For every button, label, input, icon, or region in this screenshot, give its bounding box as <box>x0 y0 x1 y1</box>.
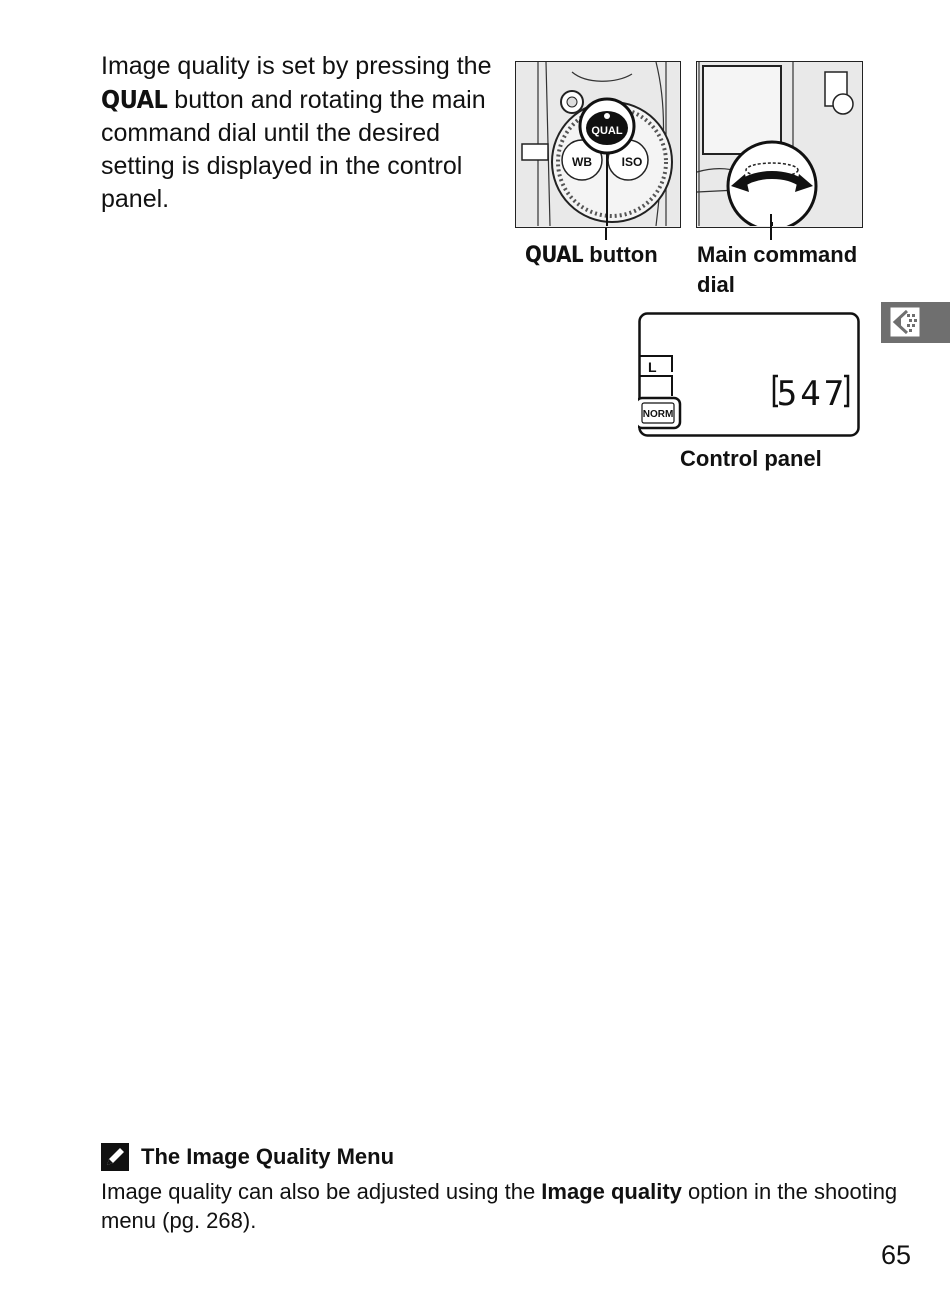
chapter-side-tab <box>881 302 950 343</box>
note-heading <box>101 1143 901 1171</box>
qual-caption-suffix: button <box>583 242 658 267</box>
norm-quality-badge: NORM <box>642 409 674 420</box>
qual-button-caption <box>525 240 658 271</box>
lcd-drawing <box>638 312 860 437</box>
note-body-text-1: Image quality can also be adjusted using the <box>101 1179 542 1204</box>
intro-text-1: Image quality is set by pressing the <box>101 52 492 80</box>
image-quality-menu-note <box>101 1143 901 1235</box>
note-body-bold: Image quality <box>541 1179 682 1204</box>
page-number: 65 <box>881 1240 912 1270</box>
intro-text-2: button and rotating the main command dial until the desired setting is displayed in the control panel. <box>101 86 486 213</box>
control-panel-caption: Control panel <box>680 446 822 471</box>
qual-icon-label: QUAL <box>591 125 623 137</box>
note-title: The Image Quality Menu <box>141 1144 395 1169</box>
remaining-exposures-count: 547 <box>776 374 848 414</box>
qual-caption-keyword: QUAL <box>525 243 584 268</box>
note-body <box>101 1177 901 1235</box>
shooting-menu-icon <box>881 302 950 343</box>
iso-icon-label: ISO <box>621 155 643 169</box>
pencil-icon <box>101 1143 129 1171</box>
main-dial-caption: Main command dial <box>697 242 858 297</box>
wb-icon-label: WB <box>572 155 592 169</box>
intro-qual-keyword: QUAL <box>101 85 168 114</box>
image-size-letter: L <box>648 359 657 375</box>
control-panel-display <box>638 312 860 437</box>
note-body-text-2: option in the shooting menu (pg. 268). <box>101 1179 898 1233</box>
